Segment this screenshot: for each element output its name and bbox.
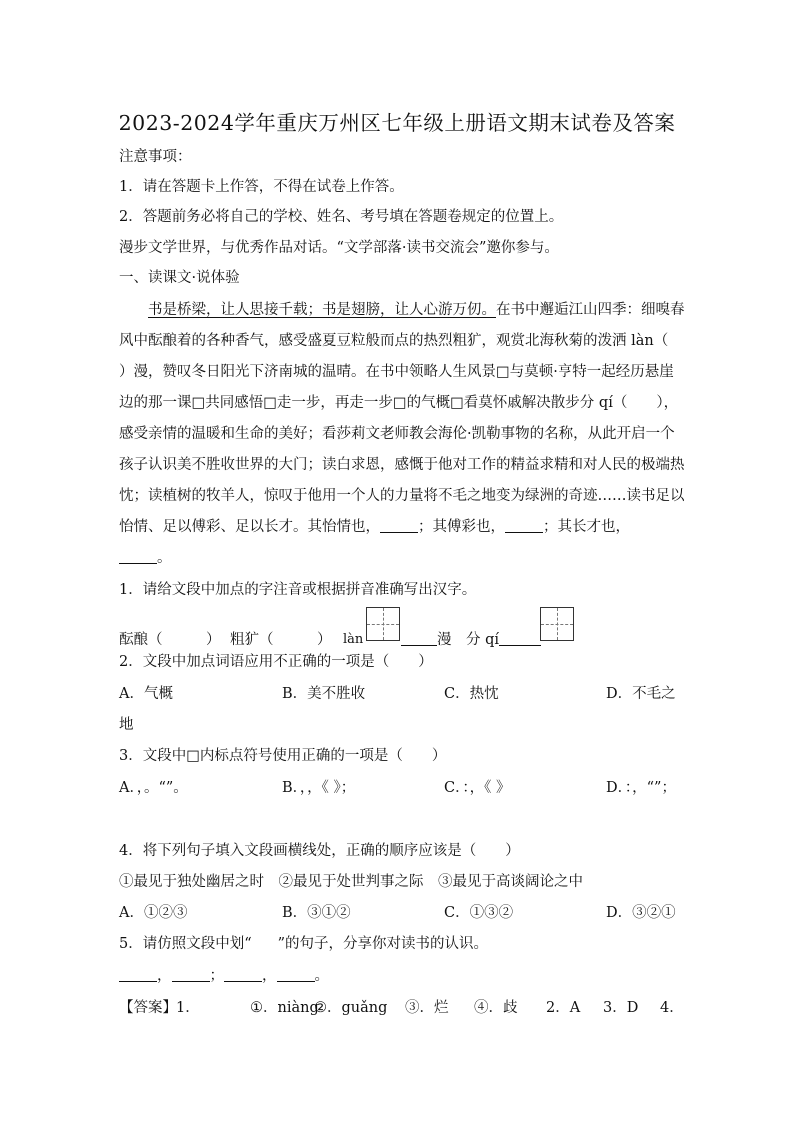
passage-line-7: 忱；读植树的牧羊人，惊叹于他用一个人的力量将不毛之地变为绿洲的奇迹……读书足以 — [119, 488, 685, 504]
q4-option-d[interactable]: D．③②① — [606, 905, 676, 921]
q2-option-a[interactable]: A．气概 — [119, 686, 173, 702]
answer-item: 3．D — [603, 1000, 639, 1016]
passage-line-5: 感受亲情的温暖和生命的美好；看莎莉文老师教会海伦·凯勒事物的名称，从此开启一个 — [119, 426, 675, 442]
q1-stem: 1．请给文段中加点的字注音或根据拼音准确写出汉字。 — [119, 582, 477, 598]
q1-item-d: 分 qí — [466, 630, 541, 650]
passage-line-9: 。 — [119, 548, 172, 568]
passage-line-2: 风中酝酿着的各种香气，感受盛夏豆粒般而点的热烈粗犷，观赏北海秋菊的泼洒 làn（ — [119, 333, 669, 349]
q1-writing-box-1[interactable] — [366, 607, 400, 641]
answer-item: 4． — [660, 1000, 684, 1016]
q4-items: ①最见于独处幽居之时 ②最见于处世判事之际 ③最见于高谈阔论之中 — [119, 874, 583, 890]
passage-line-1: 书是桥梁，让人思接千载；书是翅膀，让人心游万仞。在书中邂逅江山四季：细嗅春 — [148, 302, 685, 318]
intro-text: 漫步文学世界，与优秀作品对话。“文学部落·读书交流会”邀你参与。 — [119, 240, 559, 256]
q3-stem: 3．文段中□内标点符号使用正确的一项是（ ） — [119, 748, 447, 764]
page-title: 2023-2024学年重庆万州区七年级上册语文期末试卷及答案 — [118, 111, 676, 135]
notice-heading: 注意事项： — [119, 149, 192, 165]
q1-item-a: 酝酿（ ） — [119, 632, 221, 648]
answer-label: 【答案】 — [119, 1000, 177, 1016]
q4-option-b[interactable]: B．③①② — [282, 905, 351, 921]
answer-item: ③．烂 — [405, 1000, 449, 1016]
q3-option-a[interactable]: A．，。“”。 — [119, 780, 188, 796]
q4-option-c[interactable]: C．①③② — [444, 905, 514, 921]
fill-blank-1[interactable] — [380, 518, 418, 533]
passage-line-6: 孩子认识美不胜收世界的大门；读白求恩，感慨于他对工作的精益求精和对人民的极端热 — [119, 457, 685, 473]
q2-stem: 2．文段中加点词语应用不正确的一项是（ ） — [119, 654, 433, 670]
q1-item-c: 漫 — [401, 630, 452, 650]
answer-item: ④．歧 — [474, 1000, 518, 1016]
q1-item-b: 粗犷（ ） — [230, 632, 332, 648]
q1-item-c-pinyin: làn — [343, 632, 364, 647]
answer-item: 2．A — [546, 1000, 581, 1016]
q5-stem: 5．请仿照文段中划“ ”的句子，分享你对读书的认识。 — [119, 936, 489, 952]
answer-item: ①．niàng — [250, 1000, 319, 1016]
notice-item-2: 2．答题前务必将自己的学校、姓名、考号填在答题卷规定的位置上。 — [119, 209, 564, 225]
passage-line-4: 边的那一课□共同感悟□走一步，再走一步□的气概□看莫怀戚解决散步分 qí（ ）， — [119, 395, 679, 411]
q3-option-d[interactable]: D．：，“”； — [606, 780, 676, 796]
q3-option-b[interactable]: B．，，《 》； — [282, 780, 356, 796]
q2-option-c[interactable]: C．热忱 — [444, 686, 499, 702]
q4-stem: 4．将下列句子填入文段画横线处，正确的顺序应该是（ ） — [119, 843, 520, 859]
q1-writing-box-2[interactable] — [540, 607, 574, 641]
notice-item-1: 1．请在答题卡上作答，不得在试卷上作答。 — [119, 179, 404, 195]
passage-line-8: 怡情、足以傅彩、足以长才。其怡情也， ；其傅彩也， ；其长才也， — [119, 519, 630, 535]
answer-item: ②．guǎng — [314, 1000, 388, 1016]
q3-option-c[interactable]: C．：，《 》 — [444, 780, 511, 796]
underlined-sentence: 书是桥梁，让人思接千载；书是翅膀，让人心游万仞。 — [148, 302, 496, 318]
q2-option-d-wrap: 地 — [119, 717, 134, 733]
passage-line-3: ）漫，赞叹冬日阳光下济南城的温晴。在书中领略人生风景□与莫顿·亨特一起经历悬崖 — [119, 364, 674, 380]
q4-option-a[interactable]: A．①②③ — [119, 905, 188, 921]
section-heading: 一、读课文·说体验 — [119, 270, 240, 286]
answer-item: 1． — [176, 1000, 200, 1016]
q2-option-d[interactable]: D．不毛之 — [606, 686, 676, 702]
fill-blank-2[interactable] — [505, 518, 543, 533]
q2-option-b[interactable]: B．美不胜收 — [282, 686, 366, 702]
fill-blank-3[interactable] — [119, 549, 157, 564]
q5-answer-line[interactable]: ， ； ， 。 — [119, 966, 329, 986]
